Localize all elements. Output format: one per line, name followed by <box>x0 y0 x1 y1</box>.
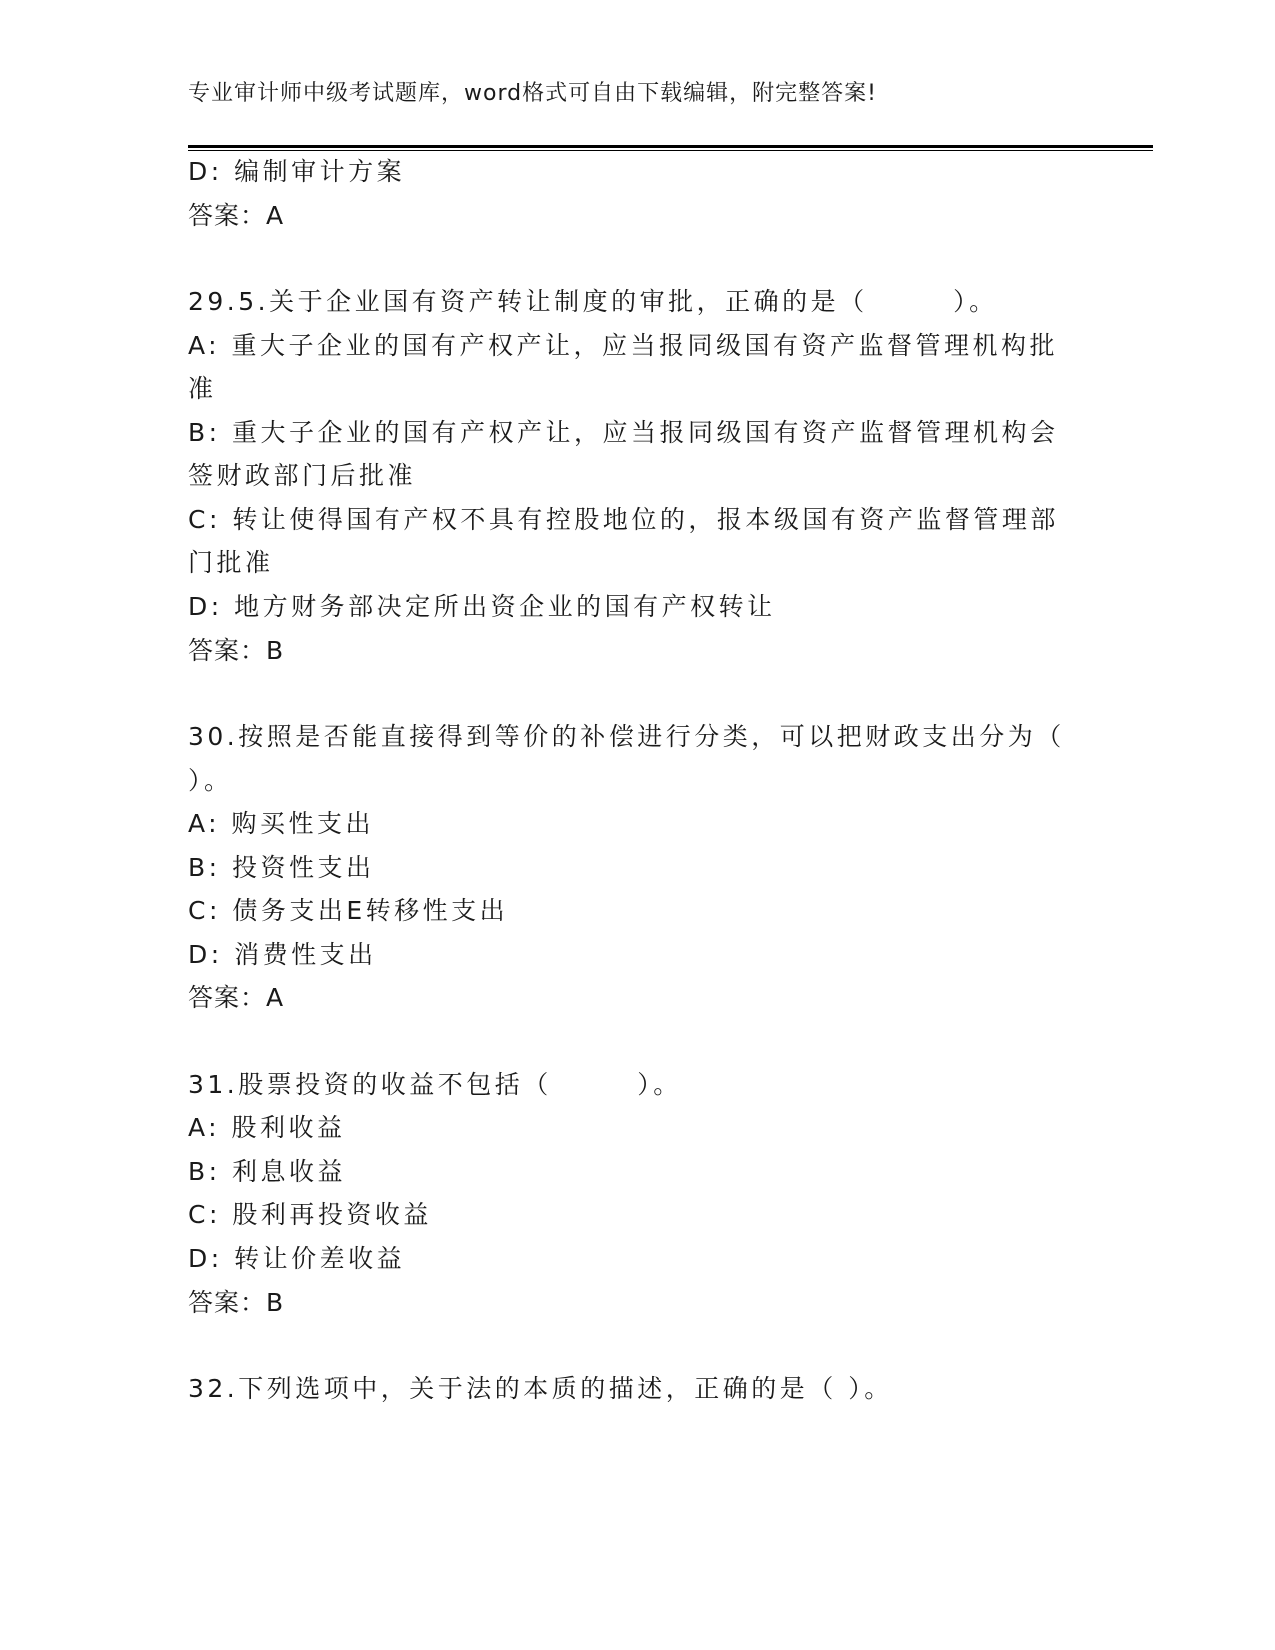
header-note: 专业审计师中级考试题库，word格式可自由下载编辑，附完整答案! <box>188 81 877 106</box>
q31-stem: 31.股票投资的收益不包括（ ）。 <box>188 1070 682 1099</box>
q30-option-a: A: 购买性支出 <box>188 809 375 838</box>
q30-option-b: B: 投资性支出 <box>188 853 375 882</box>
q29-option-b-line1: B: 重大子企业的国有产权产让，应当报同级国有资产监督管理机构会 <box>188 418 1059 447</box>
q29-option-d: D: 地方财务部决定所出资企业的国有产权转让 <box>188 592 776 621</box>
prev-option-d: D: 编制审计方案 <box>188 157 406 186</box>
header-rule-thick <box>188 145 1153 148</box>
q29-stem: 29.5.关于企业国有资产转让制度的审批，正确的是（ ）。 <box>188 287 998 316</box>
q30-answer: 答案：A <box>188 983 285 1012</box>
q31-option-c: C: 股利再投资收益 <box>188 1200 432 1229</box>
q29-option-a-line1: A: 重大子企业的国有产权产让，应当报同级国有资产监督管理机构批 <box>188 331 1059 360</box>
q29-option-c-line2: 门批准 <box>188 548 274 577</box>
q31-option-d: D: 转让价差收益 <box>188 1244 406 1273</box>
q29-option-a-line2: 准 <box>188 374 217 403</box>
q31-option-a: A: 股利收益 <box>188 1113 346 1142</box>
q31-option-b: B: 利息收益 <box>188 1157 347 1186</box>
prev-answer: 答案：A <box>188 201 285 230</box>
q30-option-c: C: 债务支出E转移性支出 <box>188 896 509 925</box>
q29-option-c-line1: C: 转让使得国有产权不具有控股地位的，报本级国有资产监督管理部 <box>188 505 1059 534</box>
q31-answer: 答案：B <box>188 1288 285 1317</box>
q32-stem: 32.下列选项中，关于法的本质的描述，正确的是（ ）。 <box>188 1374 893 1403</box>
header-rule-thin <box>188 150 1153 151</box>
q29-option-b-line2: 签财政部门后批准 <box>188 461 417 490</box>
q30-stem-line2: ）。 <box>188 766 233 795</box>
q30-stem-line1: 30.按照是否能直接得到等价的补偿进行分类，可以把财政支出分为（ <box>188 722 1065 751</box>
q30-option-d: D: 消费性支出 <box>188 940 377 969</box>
q29-answer: 答案：B <box>188 636 285 665</box>
